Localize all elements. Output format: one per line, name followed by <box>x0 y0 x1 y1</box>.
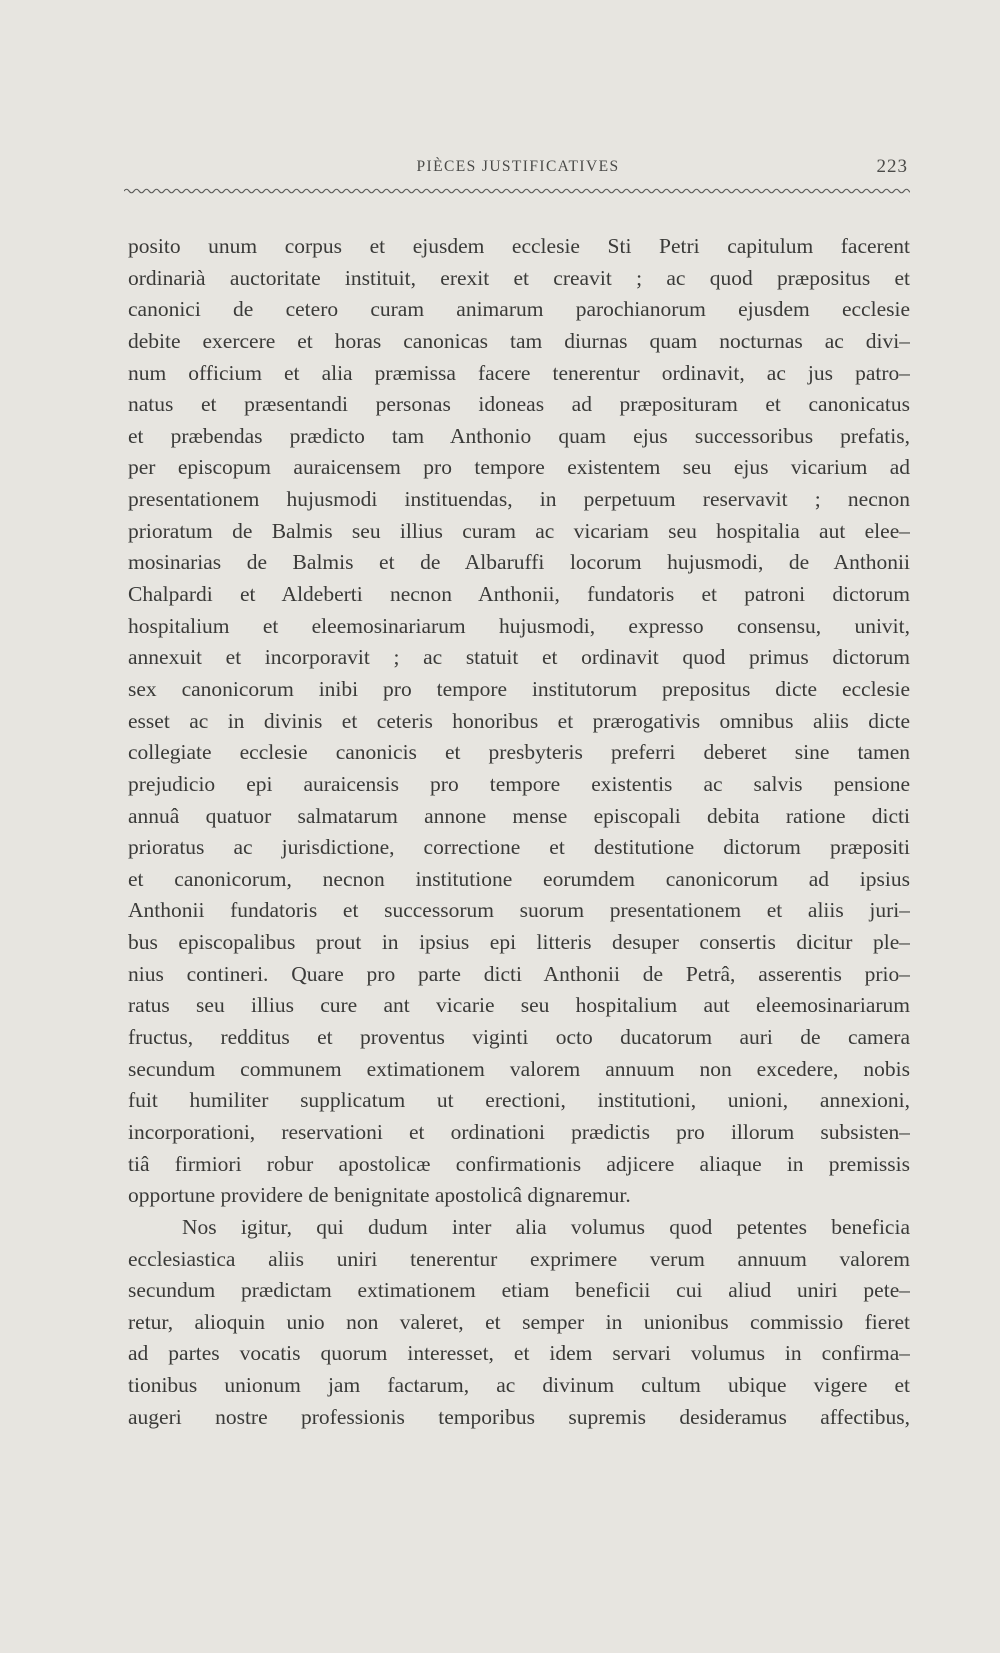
text-line: prioratum de Balmis seu illius curam ac vicariam seu hospitalia aut elee– <box>128 518 910 543</box>
text-line: collegiate ecclesie canonicis et presbyteris preferri deberet sine tamen <box>128 740 910 765</box>
text-line: ratus seu illius cure ant vicarie seu hospitalium aut eleemosinariarum <box>128 993 910 1018</box>
page-number: 223 <box>876 156 908 177</box>
text-line: ad partes vocatis quorum interesset, et idem servari volumus in confirma– <box>128 1341 910 1366</box>
text-line: bus episcopalibus prout in ipsius epi litteris desuper consertis dicitur ple– <box>128 930 910 955</box>
text-line: tiâ firmiori robur apostolicæ confirmationis adjicere aliaque in premissis <box>128 1151 910 1176</box>
text-line: Chalpardi et Aldeberti necnon Anthonii, fundatoris et patroni dictorum <box>128 582 910 607</box>
wavy-rule <box>124 186 910 196</box>
text-line: et præbendas prædicto tam Anthonio quam ejus successoribus prefatis, <box>128 423 910 448</box>
text-line: fuit humiliter supplicatum ut erectioni, institutioni, unioni, annexioni, <box>128 1088 910 1113</box>
text-line: prejudicio epi auraicensis pro tempore existentis ac salvis pensione <box>128 771 910 796</box>
text-line: natus et præsentandi personas idoneas ad præposituram et canonicatus <box>128 392 910 417</box>
text-line: nius contineri. Quare pro parte dicti Anthonii de Petrâ, asserentis prio– <box>128 961 910 986</box>
text-line: annexuit et incorporavit ; ac statuit et ordinavit quod primus dictorum <box>128 645 910 670</box>
text-line: per episcopum auraicensem pro tempore existentem seu ejus vicarium ad <box>128 455 910 480</box>
text-line: debite exercere et horas canonicas tam diurnas quam nocturnas ac divi– <box>128 328 910 353</box>
text-line: num officium et alia præmissa facere tenerentur ordinavit, ac jus patro– <box>128 360 910 385</box>
text-line: secundum prædictam extimationem etiam beneficii cui aliud uniri pete– <box>128 1278 910 1303</box>
text-line: prioratus ac jurisdictione, correctione et destitutione dictorum præpositi <box>128 835 910 860</box>
text-line: opportune providere de benignitate apostolicâ dignaremur. <box>128 1183 631 1208</box>
text-line: Nos igitur, qui dudum inter alia volumus quod petentes beneficia <box>182 1214 910 1239</box>
text-line: secundum communem extimationem valorem annuum non excedere, nobis <box>128 1056 910 1081</box>
running-title: PIÈCES JUSTIFICATIVES <box>416 158 620 175</box>
text-line: mosinarias de Balmis et de Albaruffi locorum hujusmodi, de Anthonii <box>128 550 910 575</box>
text-line: incorporationi, reservationi et ordinationi prædictis pro illorum subsisten– <box>128 1119 910 1144</box>
text-line: tionibus unionum jam factarum, ac divinum cultum ubique vigere et <box>128 1373 910 1398</box>
text-line: retur, alioquin unio non valeret, et semper in unionibus commissio fieret <box>128 1309 910 1334</box>
text-line: esset ac in divinis et ceteris honoribus et prærogativis omnibus aliis dicte <box>128 708 910 733</box>
text-line: canonici de cetero curam animarum parochianorum ejusdem ecclesie <box>128 297 910 322</box>
text-line: augeri nostre professionis temporibus supremis desideramus affectibus, <box>128 1404 910 1429</box>
text-line: annuâ quatuor salmatarum annone mense episcopali debita ratione dicti <box>128 803 910 828</box>
body-text <box>128 231 910 1433</box>
paragraph-2 <box>128 1212 910 1433</box>
text-line: Anthonii fundatoris et successorum suorum presentationem et aliis juri– <box>128 898 910 923</box>
text-line: et canonicorum, necnon institutione eorumdem canonicorum ad ipsius <box>128 866 910 891</box>
running-header <box>128 158 908 184</box>
text-line: hospitalium et eleemosinariarum hujusmodi, expresso consensu, univit, <box>128 613 910 638</box>
text-line: posito unum corpus et ejusdem ecclesie Sti Petri capitulum facerent <box>128 234 910 258</box>
text-line: ecclesiastica aliis uniri tenerentur exprimere verum annuum valorem <box>128 1246 910 1271</box>
text-line: presentationem hujusmodi instituendas, in perpetuum reservavit ; necnon <box>128 487 910 512</box>
text-line: fructus, redditus et proventus viginti octo ducatorum auri de camera <box>128 1025 910 1050</box>
text-line: ordinarià auctoritate instituit, erexit et creavit ; ac quod præpositus et <box>128 265 910 290</box>
text-line: sex canonicorum inibi pro tempore institutorum prepositus dicte ecclesie <box>128 676 910 701</box>
paragraph-1 <box>128 231 910 1212</box>
